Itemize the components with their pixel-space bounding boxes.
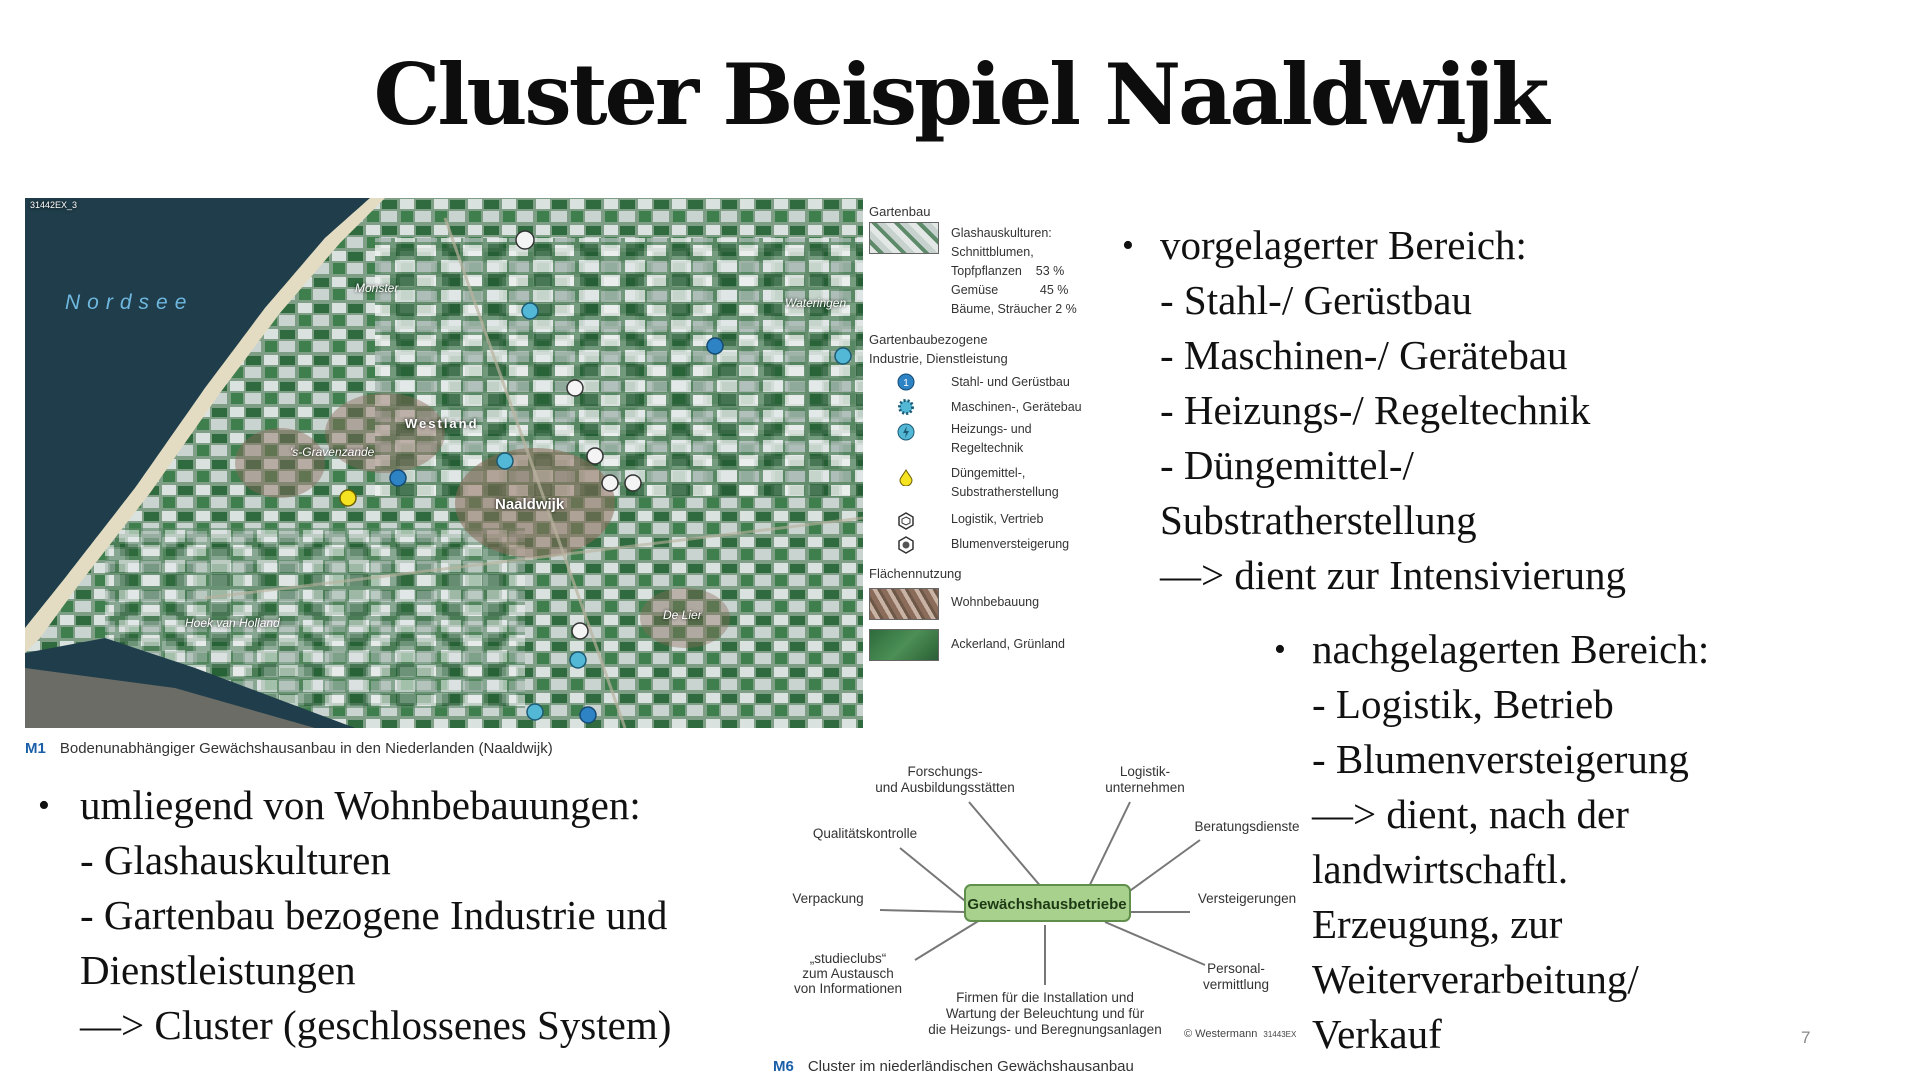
logistics-marker — [625, 475, 641, 491]
legend-gear-text: Maschinen-, Gerätebau — [951, 400, 1082, 414]
legend-industry-heading: Gartenbaubezogene Industrie, Dienstleistung — [869, 332, 1008, 366]
diagram-caption-text: Cluster im niederländischen Gewächshausanbau — [807, 1058, 1134, 1075]
logistics-marker — [572, 623, 588, 639]
logistics-marker — [567, 380, 583, 396]
diagram-node-versteigerung: Versteigerungen — [1197, 891, 1297, 906]
diagram-node-forschung: Forschungs-und Ausbildungsstätten — [875, 764, 1015, 795]
diagram-center-label: Gewächshausbetriebe — [967, 896, 1127, 913]
bullet-downstream-line: Weiterverarbeitung/ — [1312, 956, 1639, 1002]
copyright-text: © Westermann — [1184, 1028, 1258, 1040]
bullet-dot: • — [38, 787, 50, 824]
diagram-node-studie: „studieclubs“ zum Austausch von Informationen — [793, 951, 903, 996]
steel-marker — [580, 707, 596, 723]
diagram-code: 31443EX — [1263, 1030, 1297, 1039]
gear-icon — [897, 398, 915, 416]
diagram-node-firmen: Firmen für die Installation und Wartung der Beleuchtung und für die Heizungs- und Beregnungsanlagen — [928, 990, 1162, 1037]
legend-logistics-text: Logistik, Vertrieb — [951, 512, 1044, 526]
diagram-caption — [773, 1058, 1134, 1075]
bullet-surrounding-line: - Glashauskulturen — [80, 837, 391, 883]
steel-icon — [897, 373, 915, 391]
heating-icon — [897, 423, 915, 441]
bullet-upstream-line: Substratherstellung — [1160, 497, 1477, 543]
flower-auction-icon — [897, 536, 915, 554]
slide-title: Cluster Beispiel Naaldwijk — [373, 45, 1547, 144]
diagram-copyright — [1184, 1028, 1296, 1040]
cluster-diagram — [780, 750, 1320, 1050]
fertilizer-icon — [897, 468, 915, 486]
logistics-icon — [897, 512, 915, 530]
heating-marker — [570, 652, 586, 668]
steel-marker — [390, 470, 406, 486]
steel-marker — [707, 338, 723, 354]
logistics-marker — [516, 231, 534, 249]
map-label-hoek: Hoek van Holland — [185, 616, 280, 630]
svg-text:1: 1 — [903, 378, 909, 389]
map-label-westland: Westland — [405, 416, 479, 431]
logistics-marker — [602, 475, 618, 491]
bullet-downstream-line: - Blumenversteigerung — [1312, 736, 1689, 782]
bullet-dot: • — [1122, 227, 1134, 264]
bullet-downstream-line: Erzeugung, zur — [1312, 901, 1563, 947]
map-code: 31442EX_3 — [30, 200, 78, 210]
map-label-monster: Monster — [355, 281, 399, 295]
map-label-sea: Nordsee — [65, 291, 194, 314]
bullet-downstream-line: —> dient, nach der — [1312, 791, 1629, 837]
bullet-downstream-line: landwirtschaftl. — [1312, 846, 1569, 892]
legend-gartenbau-heading: Gartenbau — [869, 204, 931, 219]
diagram-node-verpackung: Verpackung — [792, 891, 864, 906]
legend-land-heading: Flächennutzung — [869, 566, 962, 581]
bullet-dot: • — [1274, 631, 1286, 668]
legend-auction-text: Blumenversteigerung — [951, 537, 1070, 551]
bullet-upstream-line: - Maschinen-/ Gerätebau — [1160, 332, 1568, 378]
legend-glass-text: Glashauskulturen: Schnittblumen, Topfpflanzen 53 % Gemüse 45 % Bäume, Sträucher 2 % — [951, 226, 1077, 316]
bullet-upstream-line: —> dient zur Intensivierung — [1160, 552, 1627, 598]
bullet-surrounding-line: Dienstleistungen — [80, 947, 356, 993]
legend-residential-text: Wohnbebauung — [951, 595, 1040, 609]
legend-swatch-glass — [869, 222, 939, 254]
bullet-upstream-line: - Düngemittel-/ — [1160, 442, 1414, 488]
map-label-delier: De Lier — [663, 608, 702, 622]
diagram-node-qualitaet: Qualitätskontrolle — [812, 826, 918, 841]
legend-heating-text: Heizungs- und Regeltechnik — [951, 422, 1032, 455]
fertilizer-marker — [340, 490, 356, 506]
bullet-downstream-heading: nachgelagerten Bereich: — [1312, 626, 1710, 672]
bullet-upstream-line: - Heizungs-/ Regeltechnik — [1160, 387, 1591, 433]
legend-steel-text: Stahl- und Gerüstbau — [951, 375, 1070, 389]
gear-marker — [835, 348, 851, 364]
diagram-node-logistik: Logistik-unternehmen — [1105, 764, 1185, 795]
map-caption — [25, 740, 553, 757]
gear-marker — [522, 303, 538, 319]
page-number: 7 — [1801, 1028, 1811, 1047]
map-label-naaldwijk: Naaldwijk — [495, 496, 565, 513]
bullet-surrounding-heading: umliegend von Wohnbebauungen: — [80, 782, 641, 828]
logistics-marker — [587, 448, 603, 464]
gear-marker — [527, 704, 543, 720]
map-graphic — [25, 198, 863, 728]
map-legend — [863, 198, 1082, 728]
heating-marker — [497, 453, 513, 469]
bullet-surrounding — [38, 778, 671, 1053]
legend-swatch-residential — [869, 588, 939, 620]
legend-swatch-farmland — [869, 629, 939, 661]
bullet-downstream-line: - Logistik, Betrieb — [1312, 681, 1614, 727]
map-label-wateringen: Wateringen — [785, 296, 847, 310]
diagram-node-personal: Personal-vermittlung — [1202, 961, 1270, 992]
map-caption-text: Bodenunabhängiger Gewächshausanbau in den Niederlanden (Naaldwijk) — [59, 740, 553, 757]
map-caption-label: M1 — [25, 740, 46, 757]
bullet-surrounding-line: - Gartenbau bezogene Industrie und — [80, 892, 668, 938]
bullet-surrounding-line: —> Cluster (geschlossenes System) — [80, 1002, 672, 1048]
bullet-upstream-line: - Stahl-/ Gerüstbau — [1160, 277, 1472, 323]
diagram-caption-label: M6 — [773, 1058, 794, 1075]
diagram-node-beratung: Beratungsdienste — [1194, 819, 1300, 834]
map-label-gravenzande: 's-Gravenzande — [290, 445, 375, 459]
bullet-upstream-heading: vorgelagerter Bereich: — [1160, 222, 1527, 268]
bullet-downstream-line: Verkauf — [1312, 1011, 1442, 1057]
legend-fertilizer-text: Düngemittel-, Substratherstellung — [951, 466, 1059, 499]
aerial-map — [25, 198, 863, 728]
bullet-upstream — [1122, 218, 1627, 603]
legend-farmland-text: Ackerland, Grünland — [951, 637, 1065, 651]
